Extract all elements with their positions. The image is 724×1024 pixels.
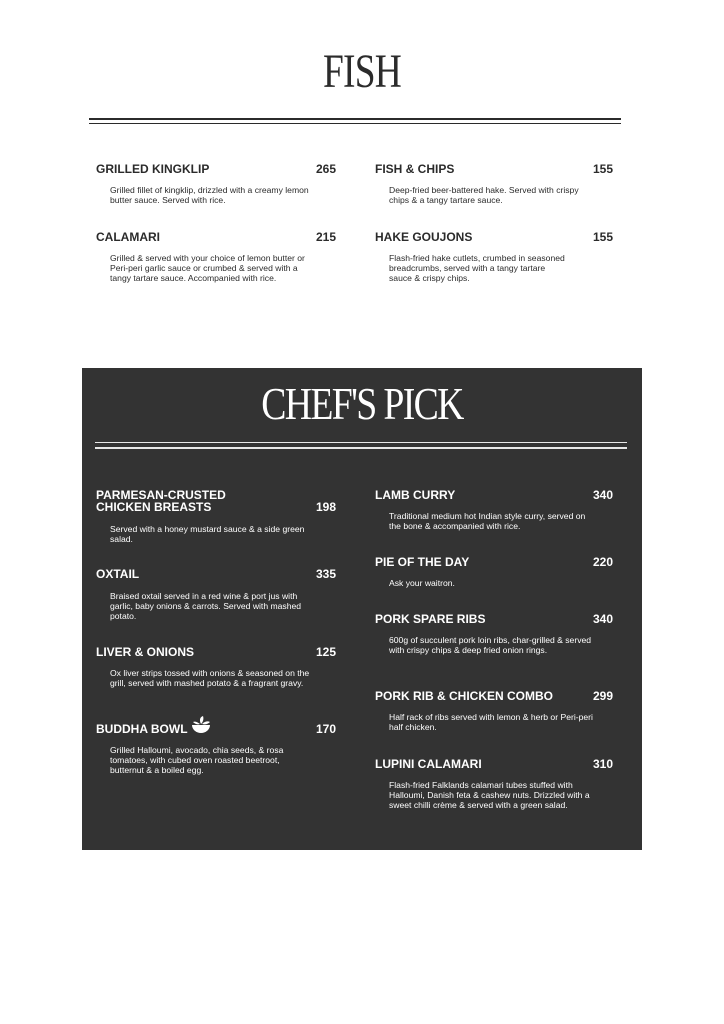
menu-item-price: 299: [593, 689, 614, 703]
menu-item-description: Grilled Halloumi, avocado, chia seeds, & rosa tomatoes, with cubed oven roasted beetroot, butternut & a boiled egg.: [110, 745, 284, 776]
chefs-pick-title-rule-bottom: [95, 447, 627, 449]
menu-item-description: Flash-fried Falklands calamari tubes stuffed with Halloumi, Danish feta & cashew nuts. Drizzled with a sweet chilli crème & served with a green salad.: [389, 780, 590, 811]
menu-item-name: PARMESAN-CRUSTED CHICKEN BREASTS: [96, 488, 226, 514]
menu-item-description: Flash-fried hake cutlets, crumbed in seasoned breadcrumbs, served with a tangy tartare sauce & crispy chips.: [389, 253, 565, 284]
menu-item-name: HAKE GOUJONS: [375, 230, 473, 244]
fish-section-title: FISH: [322, 45, 402, 98]
menu-item-name: CALAMARI: [96, 230, 160, 244]
fish-title-rule-top: [89, 118, 621, 120]
menu-item-price: 340: [593, 488, 614, 502]
fish-title-rule-bottom: [89, 123, 621, 124]
menu-item-description: Braised oxtail served in a red wine & port jus with garlic, baby onions & carrots. Served with mashed potato.: [110, 591, 302, 622]
menu-item-description: Half rack of ribs served with lemon & herb or Peri-peri half chicken.: [389, 712, 593, 733]
menu-item-name: LUPINI CALAMARI: [375, 757, 482, 771]
menu-item-name: GRILLED KINGKLIP: [96, 162, 210, 176]
vegetarian-bowl-icon: [190, 716, 212, 739]
menu-item-price: 155: [593, 230, 614, 244]
menu-item-price: 155: [593, 162, 614, 176]
menu-item-price: 198: [316, 500, 337, 514]
menu-item-name: PORK RIB & CHICKEN COMBO: [375, 689, 554, 703]
menu-item-name: LAMB CURRY: [375, 488, 456, 502]
chefs-pick-section-title: CHEF'S PICK: [261, 378, 463, 429]
menu-item-description: Served with a honey mustard sauce & a side green salad.: [110, 524, 305, 545]
menu-item-name: BUDDHA BOWL: [96, 722, 188, 736]
menu-item-name: FISH & CHIPS: [375, 162, 455, 176]
menu-item-price: 340: [593, 612, 614, 626]
menu-item-price: 265: [316, 162, 337, 176]
menu-item-name: PIE OF THE DAY: [375, 555, 470, 569]
menu-item-name: LIVER & ONIONS: [96, 645, 195, 659]
menu-item-description: Grilled fillet of kingklip, drizzled with a creamy lemon butter sauce. Served with rice.: [110, 185, 309, 206]
menu-item-description: Grilled & served with your choice of lemon butter or Peri-peri garlic sauce or crumbed & served with a tangy tartare sauce. Accompanied with rice.: [110, 253, 305, 284]
menu-item-price: 310: [593, 757, 614, 771]
menu-item-description: Ox liver strips tossed with onions & seasoned on the grill, served with mashed potato & a fragrant gravy.: [110, 668, 310, 689]
chefs-pick-title-rule-top: [95, 442, 627, 443]
menu-item-description: 600g of succulent pork loin ribs, char-grilled & served with crispy chips & deep fried onion rings.: [389, 635, 592, 656]
menu-item-description: Deep-fried beer-battered hake. Served with crispy chips & a tangy tartare sauce.: [389, 185, 579, 206]
menu-item-name: PORK SPARE RIBS: [375, 612, 486, 626]
menu-item-price: 220: [593, 555, 614, 569]
menu-item-price: 335: [316, 567, 337, 581]
menu-item-price: 125: [316, 645, 337, 659]
menu-item-price: 170: [316, 722, 337, 736]
menu-item-price: 215: [316, 230, 337, 244]
menu-item-name: OXTAIL: [96, 567, 140, 581]
menu-item-description: Ask your waitron.: [389, 578, 455, 588]
menu-item-description: Traditional medium hot Indian style curry, served on the bone & accompanied with rice.: [389, 511, 586, 532]
